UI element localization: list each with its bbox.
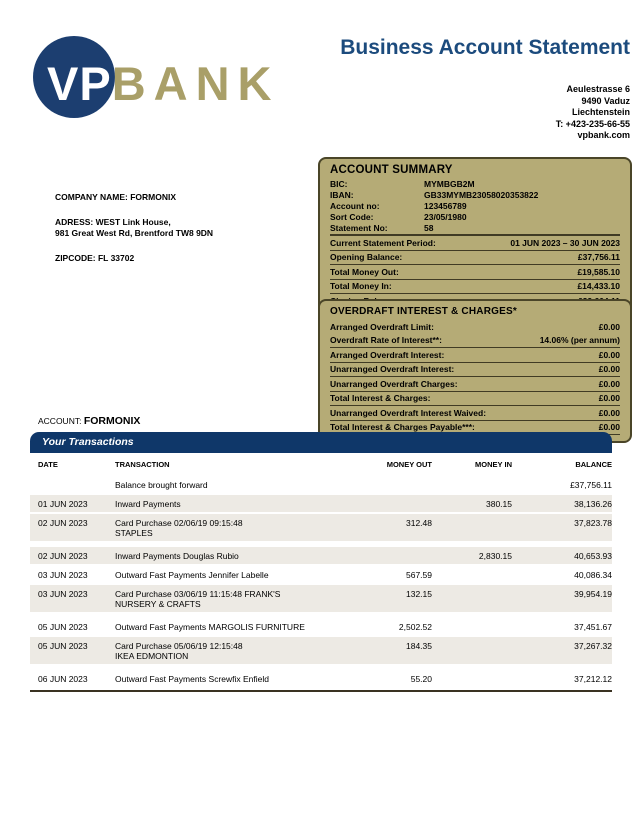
description-line: Inward Payments Douglas Rubio — [115, 550, 239, 561]
money-out-value — [330, 480, 432, 490]
account-summary-box — [318, 157, 632, 317]
table-end-rule — [30, 690, 612, 692]
overdraft-value: £0.00 — [598, 349, 620, 360]
address-line: Liechtenstein — [571, 107, 630, 117]
table-row — [30, 670, 612, 687]
transaction-date — [30, 480, 115, 490]
bank-address-block — [556, 84, 630, 142]
transaction-date: 01 JUN 2023 — [38, 498, 88, 509]
company-block — [55, 192, 213, 264]
account-label: ACCOUNT: — [38, 416, 82, 426]
column-header: DATE — [38, 460, 58, 469]
field-label: Sort Code: — [330, 212, 374, 222]
transaction-date: 06 JUN 2023 — [38, 673, 88, 684]
table-row — [30, 585, 612, 612]
money-out-value: 312.48 — [406, 517, 432, 528]
description-line: IKEA EDMONTION — [115, 650, 189, 661]
money-out-value: 55.20 — [410, 673, 432, 684]
money-in-value — [432, 480, 512, 490]
money-out-value — [330, 499, 432, 509]
balance-value: 40,086.34 — [574, 569, 612, 580]
vpbank-logo — [33, 36, 333, 122]
overdraft-value: £0.00 — [598, 321, 620, 332]
money-in-value: 2,830.15 — [478, 550, 512, 561]
field-label: Statement No: — [330, 223, 388, 233]
money-in-value — [432, 570, 512, 580]
overdraft-label: Unarranged Overdraft Charges: — [330, 378, 458, 389]
overdraft-value: 14.06% (per annum) — [539, 335, 620, 345]
summary-field-row — [330, 223, 620, 234]
company-zipcode-line: ZIPCODE: FL 33702 — [55, 253, 135, 263]
balance-value: 37,212.12 — [574, 673, 612, 684]
transactions-rows — [30, 476, 612, 687]
description-line: Card Purchase 03/06/19 11:15:48 FRANK'S — [115, 588, 281, 599]
transaction-description — [115, 499, 330, 509]
total-label: Current Statement Period: — [330, 237, 436, 248]
summary-field-row — [330, 190, 620, 201]
overdraft-row — [330, 405, 620, 420]
transactions-header-row — [30, 457, 612, 476]
balance-value: 37,267.32 — [574, 640, 612, 651]
transaction-date: 03 JUN 2023 — [38, 588, 88, 599]
field-value: 58 — [424, 223, 434, 233]
column-header: MONEY OUT — [386, 460, 432, 469]
account-summary-title: ACCOUNT SUMMARY — [330, 164, 453, 176]
table-row — [30, 637, 612, 664]
table-row — [30, 495, 612, 512]
overdraft-label: Overdraft Rate of Interest**: — [330, 335, 442, 345]
transaction-description — [115, 518, 330, 538]
money-out-value: 567.59 — [406, 569, 432, 580]
overdraft-row — [330, 347, 620, 362]
total-value: £37,756.11 — [577, 252, 620, 262]
description-line: Outward Fast Payments Jennifer Labelle — [115, 569, 269, 580]
company-address-line1: ADRESS: WEST Link House, — [55, 217, 171, 227]
table-row — [30, 618, 612, 635]
balance-value: 37,451.67 — [574, 621, 612, 632]
overdraft-title: OVERDRAFT INTEREST & CHARGES* — [330, 306, 517, 317]
account-line — [38, 415, 140, 427]
address-line: Aeulestrasse 6 — [566, 84, 630, 94]
overdraft-row — [330, 362, 620, 377]
money-in-value — [432, 518, 512, 538]
transaction-description — [115, 480, 330, 490]
column-header: MONEY IN — [475, 460, 512, 469]
description-line: Outward Fast Payments Screwfix Enfield — [115, 673, 270, 684]
overdraft-label: Total Interest & Charges Payable***: — [330, 422, 475, 432]
table-row — [30, 514, 612, 541]
transaction-description — [115, 589, 330, 609]
money-out-value: 184.35 — [406, 640, 432, 651]
transaction-date: 02 JUN 2023 — [38, 550, 88, 561]
transaction-date: 05 JUN 2023 — [38, 621, 88, 632]
total-value: 01 JUN 2023 – 30 JUN 2023 — [510, 237, 620, 248]
overdraft-box — [318, 299, 632, 443]
summary-field-row — [330, 201, 620, 212]
transaction-description — [115, 641, 330, 661]
column-header: TRANSACTION — [115, 460, 170, 469]
description-line: Outward Fast Payments MARGOLIS FURNITURE — [115, 621, 305, 632]
overdraft-row — [330, 334, 620, 348]
summary-total-row — [330, 279, 620, 294]
company-name-line: COMPANY NAME: FORMONIX — [55, 192, 177, 202]
overdraft-label: Arranged Overdraft Limit: — [330, 321, 434, 332]
description-line: Card Purchase 02/06/19 09:15:48 — [115, 517, 243, 528]
table-row — [30, 476, 612, 493]
logo-vp-text: VP — [47, 57, 112, 110]
table-row — [30, 547, 612, 564]
description-line: NURSERY & CRAFTS — [115, 598, 201, 609]
description-line: STAPLES — [115, 527, 153, 538]
money-out-value: 2,502.52 — [398, 621, 432, 632]
field-value: 123456789 — [424, 201, 467, 211]
summary-total-row — [330, 234, 620, 250]
overdraft-label: Unarranged Overdraft Interest Waived: — [330, 407, 487, 418]
account-summary-totals — [330, 234, 620, 309]
overdraft-row — [330, 376, 620, 391]
account-summary-fields — [330, 179, 620, 234]
money-in-value — [432, 674, 512, 684]
transaction-date: 02 JUN 2023 — [38, 517, 88, 528]
column-header: BALANCE — [575, 460, 612, 469]
company-address-line2: 981 Great West Rd, Brentford TW8 9DN — [55, 228, 214, 238]
address-line: 9490 Vaduz — [581, 95, 630, 106]
address-line: vpbank.com — [577, 130, 630, 140]
money-in-value — [432, 589, 512, 609]
description-line: Balance brought forward — [115, 479, 208, 490]
money-in-value — [432, 641, 512, 661]
summary-field-row — [330, 212, 620, 223]
total-label: Opening Balance: — [330, 252, 403, 262]
summary-field-row — [330, 179, 620, 190]
transaction-description — [115, 622, 330, 632]
table-row — [30, 566, 612, 583]
field-value: 23/05/1980 — [424, 212, 467, 222]
field-label: BIC: — [330, 179, 348, 189]
address-line: T: +423-235-66-55 — [555, 118, 630, 129]
balance-value: £37,756.11 — [570, 479, 612, 490]
total-label: Total Money In: — [330, 281, 392, 291]
overdraft-label: Arranged Overdraft Interest: — [330, 349, 445, 360]
balance-value: 38,136.26 — [574, 498, 612, 509]
balance-value: 39,954.19 — [574, 588, 612, 599]
transactions-table — [30, 457, 612, 692]
field-value: GB33MYMB23058020353822 — [424, 190, 539, 200]
overdraft-row — [330, 391, 620, 406]
summary-total-row — [330, 250, 620, 265]
money-out-value: 132.15 — [406, 588, 432, 599]
overdraft-value: £0.00 — [598, 393, 620, 403]
overdraft-value: £0.00 — [598, 378, 620, 389]
transaction-description — [115, 570, 330, 580]
transactions-bar: Your Transactions — [30, 432, 612, 453]
total-label: Total Money Out: — [330, 266, 399, 277]
summary-total-row — [330, 264, 620, 279]
account-value: FORMONIX — [83, 415, 141, 427]
money-out-value — [330, 551, 432, 561]
overdraft-value: £0.00 — [598, 364, 620, 374]
description-line: Inward Payments — [115, 498, 181, 509]
balance-value: 40,653.93 — [574, 550, 612, 561]
overdraft-value: £0.00 — [598, 422, 620, 432]
overdraft-row — [330, 320, 620, 334]
total-value: £14,433.10 — [577, 281, 620, 291]
page-title: Business Account Statement — [340, 36, 630, 59]
balance-value: 37,823.78 — [574, 517, 612, 528]
money-in-value: 380.15 — [486, 498, 512, 509]
money-in-value — [432, 622, 512, 632]
logo-bank-text: BANK — [111, 57, 280, 110]
overdraft-value: £0.00 — [598, 407, 620, 418]
overdraft-rows — [330, 320, 620, 435]
description-line: Card Purchase 05/06/19 12:15:48 — [115, 640, 243, 651]
overdraft-label: Unarranged Overdraft Interest: — [330, 364, 455, 374]
transaction-date: 03 JUN 2023 — [38, 569, 88, 580]
field-value: MYMBGB2M — [424, 179, 475, 189]
total-value: £19,585.10 — [577, 266, 620, 277]
transaction-description — [115, 551, 330, 561]
logo-text — [47, 57, 280, 110]
field-label: Account no: — [330, 201, 380, 211]
overdraft-label: Total Interest & Charges: — [330, 393, 431, 403]
transaction-description — [115, 674, 330, 684]
field-label: IBAN: — [330, 190, 354, 200]
transaction-date: 05 JUN 2023 — [38, 640, 88, 651]
